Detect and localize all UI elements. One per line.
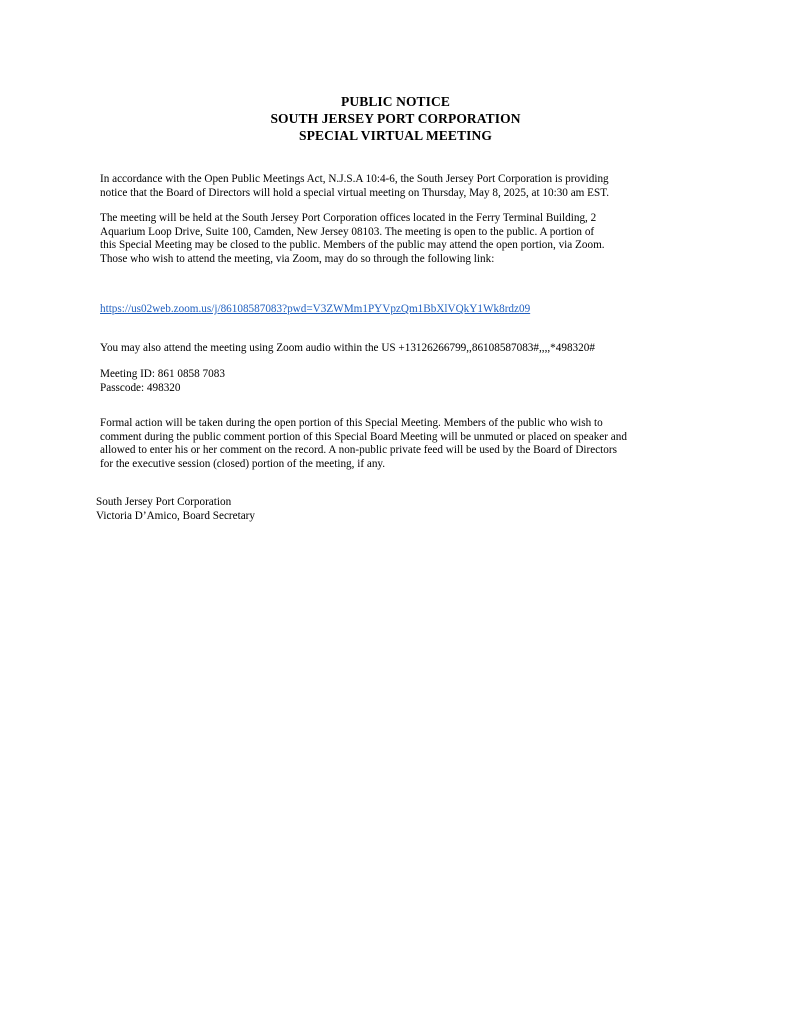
paragraph-line: notice that the Board of Directors will hold a special virtual meeting on Thursday, May 8, 2025, at 10:30 am EST. xyxy=(100,186,610,199)
paragraph-line: In accordance with the Open Public Meetings Act, N.J.S.A 10:4-6, the South Jersey Port Corporation is providing xyxy=(100,173,609,185)
paragraph-line: Those who wish to attend the meeting, via Zoom, may do so through the following link: xyxy=(100,252,495,265)
intro-paragraph xyxy=(100,173,710,200)
signature-secretary: Victoria D’Amico, Board Secretary xyxy=(96,509,256,522)
paragraph-line: allowed to enter his or her comment on the record. A non-public private feed will be used by the Board of Directors xyxy=(100,444,617,456)
meeting-credentials xyxy=(100,368,710,395)
paragraph-line: You may also attend the meeting using Zoom audio within the US +13126266799,,86108587083#,,,,*498320# xyxy=(100,342,595,354)
paragraph-line: The meeting will be held at the South Jersey Port Corporation offices located in the Ferry Terminal Building, 2 xyxy=(100,212,597,224)
meeting-type-title: SPECIAL VIRTUAL MEETING xyxy=(299,128,492,143)
paragraph-line: Aquarium Loop Drive, Suite 100, Camden, New Jersey 08103. The meeting is open to the public. A portion of xyxy=(100,225,595,238)
signature-organization: South Jersey Port Corporation xyxy=(96,496,232,508)
notice-title: PUBLIC NOTICE xyxy=(341,94,450,109)
paragraph-line: this Special Meeting may be closed to the public. Members of the public may attend the open portion, via Zoom. xyxy=(100,239,605,251)
zoom-meeting-link[interactable]: https://us02web.zoom.us/j/86108587083?pwd=V3ZWMm1PYVpzQm1BbXlVQkY1Wk8rdz09 xyxy=(100,303,531,315)
signature-block xyxy=(96,496,706,523)
paragraph-line: for the executive session (closed) portion of the meeting, if any. xyxy=(100,457,386,470)
zoom-link-block xyxy=(100,303,710,317)
meeting-id: Meeting ID: 861 0858 7083 xyxy=(100,368,225,380)
location-paragraph xyxy=(100,212,710,266)
paragraph-line: Formal action will be taken during the open portion of this Special Meeting. Members of the public who wish to xyxy=(100,417,603,429)
audio-paragraph xyxy=(100,342,710,356)
paragraph-line: comment during the public comment portion of this Special Board Meeting will be unmuted or placed on speaker and xyxy=(100,430,627,443)
organization-name: SOUTH JERSEY PORT CORPORATION xyxy=(270,111,521,126)
formal-action-paragraph xyxy=(100,417,710,471)
passcode: Passcode: 498320 xyxy=(100,381,181,394)
